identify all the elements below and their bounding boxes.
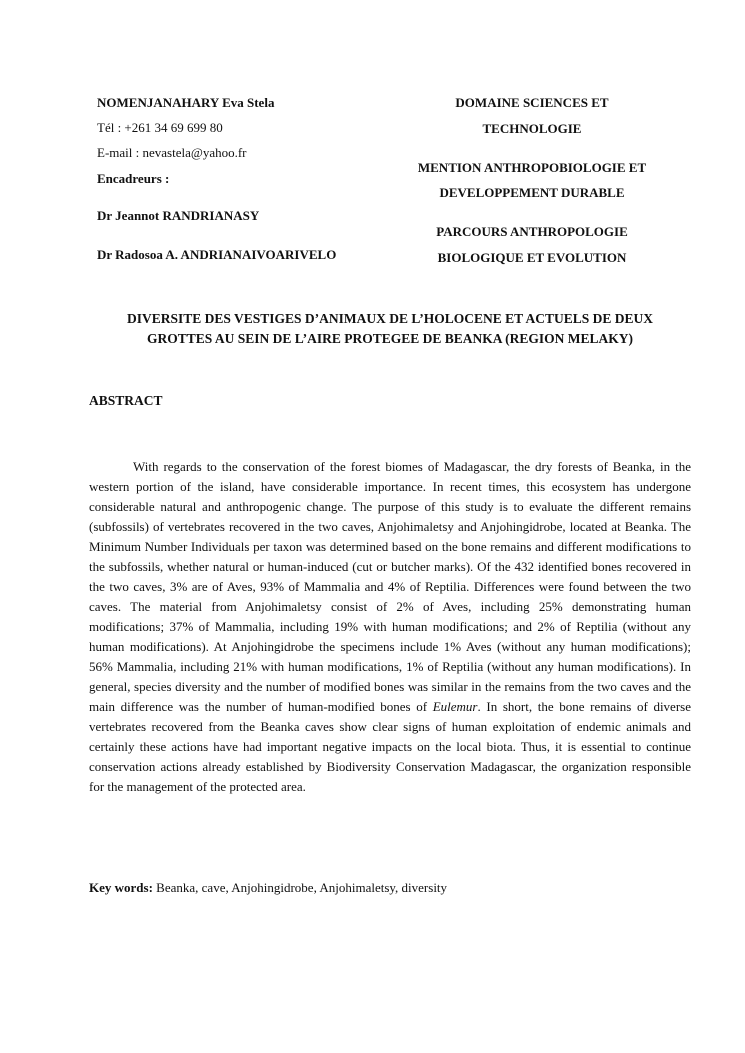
keywords bbox=[89, 880, 447, 896]
domain-line-1: DOMAINE SCIENCES ET bbox=[455, 95, 609, 110]
keywords-label: Key words: bbox=[89, 880, 153, 895]
parcours-line-1: PARCOURS ANTHROPOLOGIE bbox=[436, 224, 628, 239]
abstract-text-part-2: . In short, the bone remains of diverse vertebrates recovered from the Beanka caves show clear signs of human exploitation of endemic animals and certainly these actions have had important negative impacts on the local biota. Thus, it is essential to continue conservation actions already established by Biodiversity Conservation Madagascar, the organization responsible for the management of the protected area. bbox=[89, 699, 691, 794]
mention-line-2: DEVELOPPEMENT DURABLE bbox=[439, 185, 625, 200]
author-email: E-mail : nevastela@yahoo.fr bbox=[97, 145, 247, 160]
supervisor-2: Dr Radosoa A. ANDRIANAIVOARIVELO bbox=[97, 247, 337, 262]
domain-line-2: TECHNOLOGIE bbox=[482, 121, 582, 136]
supervisor-1: Dr Jeannot RANDRIANASY bbox=[97, 208, 260, 223]
abstract-italic-taxon: Eulemur bbox=[432, 699, 478, 714]
document-title bbox=[89, 309, 691, 349]
supervisors-label: Encadreurs : bbox=[97, 171, 170, 186]
title-line-1: DIVERSITE DES VESTIGES D’ANIMAUX DE L’HOLOCENE ET ACTUELS DE DEUX bbox=[126, 311, 653, 326]
abstract-heading: ABSTRACT bbox=[89, 393, 163, 408]
abstract-body bbox=[89, 457, 691, 797]
mention-line-1: MENTION ANTHROPOBIOLOGIE ET bbox=[417, 160, 647, 175]
author-phone: Tél : +261 34 69 699 80 bbox=[97, 120, 223, 135]
keywords-value: Beanka, cave, Anjohingidrobe, Anjohimaletsy, diversity bbox=[152, 880, 448, 895]
author-name: NOMENJANAHARY Eva Stela bbox=[97, 95, 275, 110]
parcours-line-2: BIOLOGIQUE ET EVOLUTION bbox=[437, 250, 627, 265]
abstract-text-part-1: With regards to the conservation of the forest biomes of Madagascar, the dry forests of Beanka, in the western portion of the island, have considerable importance. In recent times, this ecosystem has undergone considerable natural and anthropogenic change. The purpose of this study is to evaluate the different remains (subfossils) of vertebrates recovered in the two caves, Anjohimaletsy and Anjohingidrobe, located at Beanka. The Minimum Number Individuals per taxon was determined based on the bone remains and different modifications to the subfossils, whether natural or human-induced (cut or butcher marks). Of the 432 identified bones recovered in the two caves, 3% are of Aves, 93% of Mammalia and 4% of Reptilia. Differences were found between the two caves. The material from Anjohimaletsy consist of 2% of Aves, including 25% demonstrating human modifications; 37% of Mammalia, including 19% with human modifications; and 2% of Reptilia (without any human modifications). At Anjohingidrobe the specimens include 1% Aves (without any human modifications); 56% Mammalia, including 21% with human modifications, 1% of Reptilia (without any human modifications). In general, species diversity and the number of modified bones was similar in the remains from the two caves and the main difference was the number of human-modified bones of bbox=[89, 459, 691, 714]
title-line-2: GROTTES AU SEIN DE L’AIRE PROTEGEE DE BEANKA (REGION MELAKY) bbox=[147, 331, 633, 346]
